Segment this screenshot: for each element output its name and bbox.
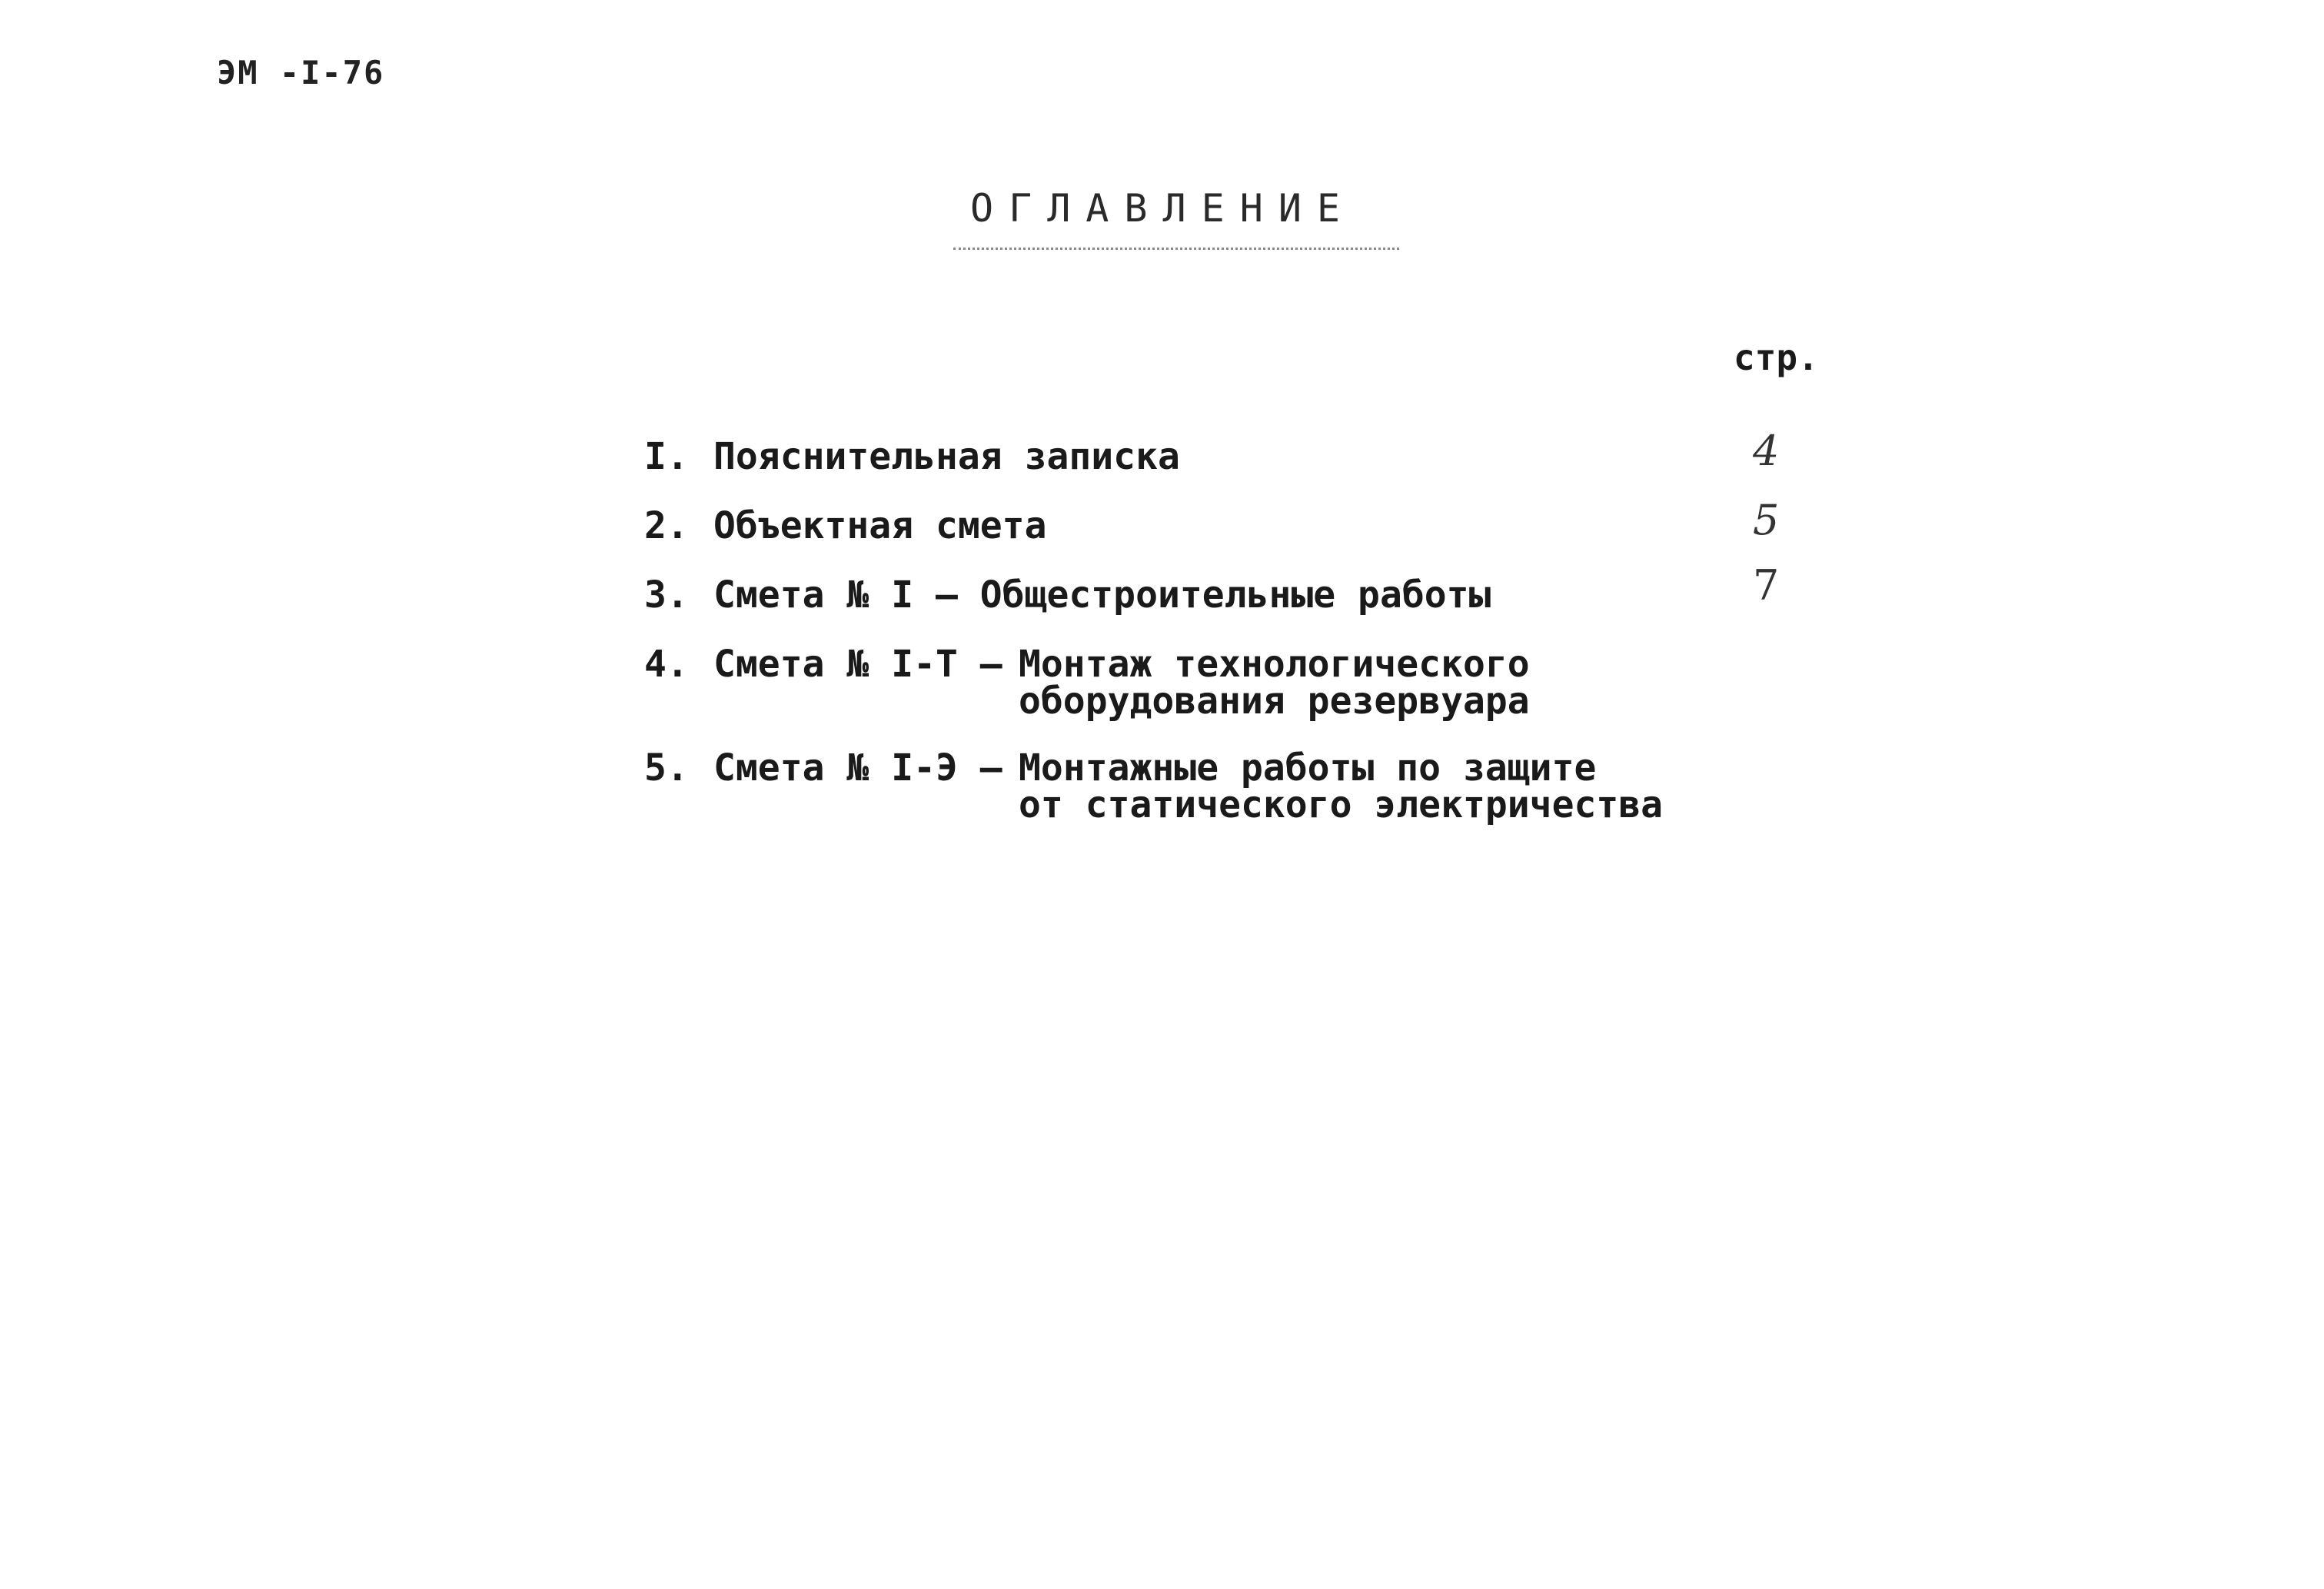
toc-item-prefix: Смета № I-Т – (713, 643, 1025, 686)
toc-item-number: 3. (644, 573, 689, 617)
toc-item-label-line2: оборудования резервуара (1019, 680, 1530, 723)
toc-item-number: 4. (644, 643, 689, 686)
toc-item-number: 2. (644, 504, 689, 547)
document-code: ЭМ -I-76 (217, 54, 385, 91)
toc-item-label-line1: Монтажные работы по защите (1019, 746, 1597, 790)
toc-item-label-line2: от статического электричества (1019, 783, 1664, 826)
toc-item-page: 7 (1753, 561, 1780, 610)
toc-item-label-line1: Монтаж технологического (1019, 643, 1530, 686)
toc-item-label: Смета № I – Общестроительные работы (713, 573, 1491, 617)
toc-item-label: Пояснительная записка (713, 435, 1180, 478)
toc-item-prefix: Смета № I-Э – (713, 746, 1025, 790)
toc-item-page: 4 (1753, 427, 1780, 475)
page-title: ОГЛАВЛЕНИЕ (970, 186, 1356, 231)
toc-item-number: I. (644, 435, 689, 478)
title-underline (953, 248, 1399, 250)
toc-item-number: 5. (644, 746, 689, 790)
page-column-header: стр. (1734, 337, 1819, 378)
toc-item-label: Объектная смета (713, 504, 1047, 547)
toc-item-page: 5 (1753, 496, 1780, 544)
